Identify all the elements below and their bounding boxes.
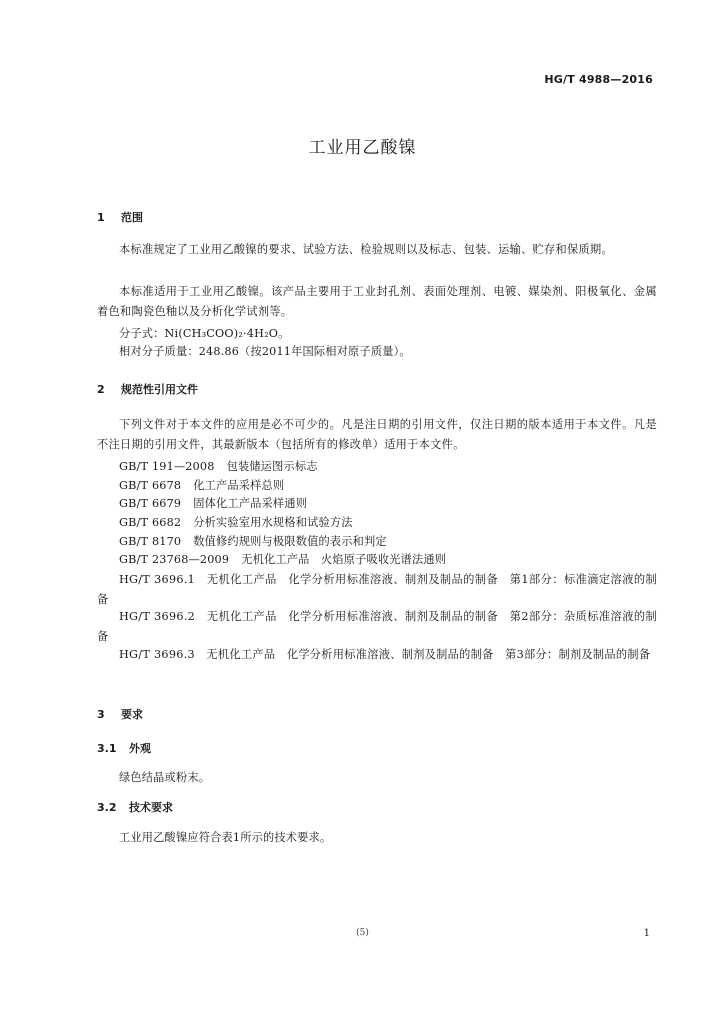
scope-paragraph-1: 本标准规定了工业用乙酸镍的要求、试验方法、检验规则以及标志、包装、运输、贮存和保质期。 bbox=[119, 243, 613, 256]
scope-paragraph-2: 本标准适用于工业用乙酸镍。该产品主要用于工业封孔剂、表面处理剂、电镀、媒染剂、阳极氧化、金属着色和陶瓷色釉以及分析化学试剂等。 bbox=[97, 285, 657, 318]
reference-code: GB/T 6679 bbox=[119, 497, 182, 510]
reference-hg-3696-3: HG/T 3696.3 无机化工产品 化学分析用标准溶液、制剂及制品的制备 第3部分：制剂及制品的制备 bbox=[119, 648, 651, 661]
references-intro: 下列文件对于本文件的应用是必不可少的。凡是注日期的引用文件，仅注日期的版本适用于本文件。凡是不注日期的引用文件，其最新版本（包括所有的修改单）适用于本文件。 bbox=[97, 418, 657, 451]
reference-item bbox=[119, 551, 446, 567]
reference-title: 无机化工产品 火焰原子吸收光谱法通则 bbox=[241, 553, 447, 566]
reference-code: GB/T 191—2008 bbox=[119, 460, 215, 473]
section-2-heading bbox=[97, 381, 198, 397]
molecular-formula: 分子式：Ni(CH₃COO)₂·4H₂O。 bbox=[119, 327, 290, 340]
section-title: 规范性引用文件 bbox=[121, 383, 198, 396]
section-number: 3.1 bbox=[97, 742, 117, 755]
standard-code: HG/T 4988—2016 bbox=[544, 73, 653, 86]
appearance-text: 绿色结晶或粉末。 bbox=[119, 771, 211, 784]
reference-item bbox=[119, 458, 318, 474]
section-number: 2 bbox=[97, 383, 105, 396]
section-number: 1 bbox=[97, 211, 105, 224]
molecular-mass: 相对分子质量：248.86（按2011年国际相对原子质量）。 bbox=[119, 345, 411, 358]
reference-code: GB/T 6678 bbox=[119, 479, 182, 492]
reference-code: GB/T 23768—2009 bbox=[119, 553, 230, 566]
page-number: 1 bbox=[643, 928, 650, 939]
section-title: 要求 bbox=[121, 708, 143, 721]
reference-code: GB/T 8170 bbox=[119, 535, 182, 548]
reference-code: GB/T 6682 bbox=[119, 516, 182, 529]
document-title: 工业用乙酸镍 bbox=[308, 138, 417, 158]
section-title: 外观 bbox=[129, 742, 151, 755]
reference-hg-3696-2: HG/T 3696.2 无机化工产品 化学分析用标准溶液、制剂及制品的制备 第2部分：杂质标准溶液的制备 bbox=[97, 610, 657, 643]
section-3-heading bbox=[97, 706, 143, 722]
reference-item bbox=[119, 533, 387, 549]
reference-title: 数值修约规则与极限数值的表示和判定 bbox=[193, 535, 387, 548]
section-title: 技术要求 bbox=[129, 801, 173, 814]
section-number: 3 bbox=[97, 708, 105, 721]
reference-item bbox=[119, 514, 353, 530]
reference-item bbox=[119, 477, 284, 493]
section-3-2-heading bbox=[97, 799, 173, 815]
section-3-1-heading bbox=[97, 740, 151, 756]
reference-title: 固体化工产品采样通则 bbox=[193, 497, 308, 510]
reference-title: 分析实验室用水规格和试验方法 bbox=[193, 516, 353, 529]
reference-hg-3696-1: HG/T 3696.1 无机化工产品 化学分析用标准溶液、制剂及制品的制备 第1部分：标准滴定溶液的制备 bbox=[97, 573, 657, 606]
technical-requirements-text: 工业用乙酸镍应符合表1所示的技术要求。 bbox=[119, 831, 332, 844]
reference-title: 包装储运图示标志 bbox=[226, 460, 318, 473]
reference-item bbox=[119, 495, 307, 511]
section-1-heading bbox=[97, 209, 143, 225]
page-mark: (5) bbox=[356, 928, 369, 938]
reference-title: 化工产品采样总则 bbox=[193, 479, 285, 492]
section-number: 3.2 bbox=[97, 801, 117, 814]
section-title: 范围 bbox=[121, 211, 143, 224]
